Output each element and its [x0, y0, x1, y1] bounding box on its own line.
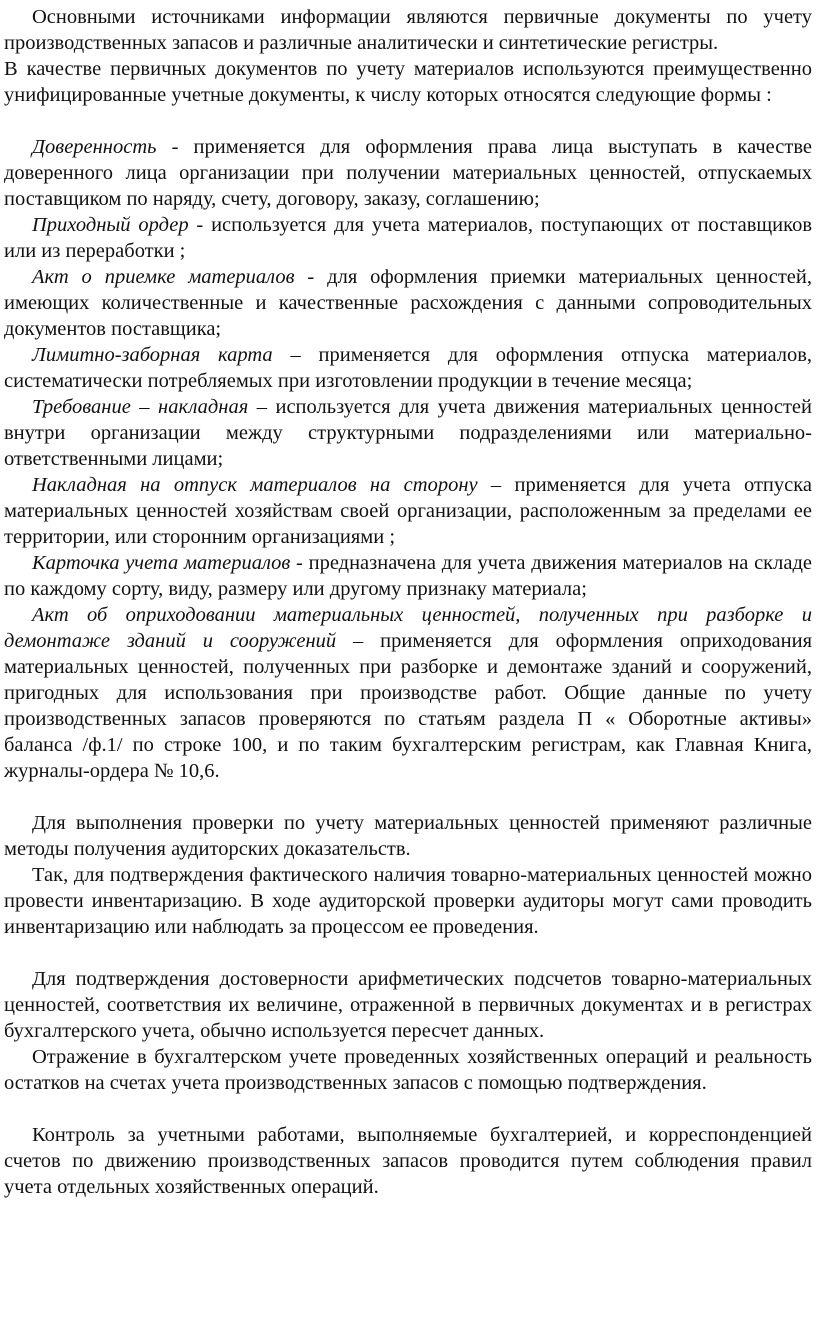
form-term: Карточка учета материалов	[32, 552, 291, 574]
form-description: - применяется для оформления права лица выступать в качестве доверенного лица организации при получении материальных ценностей, отпускаемых поставщиком по наряду, счету, договору, заказу, соглашению;	[4, 136, 812, 210]
document-form-item	[4, 212, 812, 264]
document-form-item	[4, 472, 812, 550]
form-term: Доверенность	[32, 136, 157, 158]
form-term: Акт о приемке материалов	[32, 266, 295, 288]
document-form-item	[4, 394, 812, 472]
form-description: - используется для учета материалов, поступающих от поставщиков или из переработки ;	[4, 214, 813, 262]
form-description: – применяется для оформления отпуска материалов, систематически потребляемых при изготовлении продукции в течение месяца;	[4, 344, 813, 392]
form-description: - предназначена для учета движения материалов на складе по каждому сорту, виду, размеру или другому признаку материала;	[4, 552, 813, 600]
form-description: - для оформления приемки материальных ценностей, имеющих количественные и качественные расхождения с данными сопроводительных документов поставщика;	[4, 266, 812, 340]
document-form-item	[4, 602, 812, 784]
form-term: Акт об оприходовании материальных ценностей, полученных при разборке и демонтаже зданий и сооружений	[4, 604, 812, 652]
confirmation-paragraph: Отражение в бухгалтерском учете проведенных хозяйственных операций и реальность остатков на счетах учета производственных запасов с помощью подтверждения.	[4, 1046, 812, 1094]
form-description: – применяется для учета отпуска материальных ценностей хозяйствам своей организации, расположенным за пределами ее территории, или сторонним организациями ;	[4, 474, 812, 548]
methods-paragraph: Для выполнения проверки по учету материальных ценностей применяют различные методы получения аудиторских доказательств.	[4, 812, 812, 860]
document-form-item	[4, 342, 812, 394]
form-term: Требование – накладная	[32, 396, 249, 418]
document-form-item	[4, 550, 812, 602]
control-paragraph: Контроль за учетными работами, выполняемые бухгалтерией, и корреспонденцией счетов по движению производственных запасов проводится путем соблюдения правил учета отдельных хозяйственных операций.	[4, 1124, 812, 1198]
document-form-item	[4, 134, 812, 212]
methods-paragraph: Так, для подтверждения фактического наличия товарно-материальных ценностей можно провести инвентаризацию. В ходе аудиторской проверки аудиторы могут сами проводить инвентаризацию или наблюдать за процессом ее проведения.	[4, 864, 812, 938]
form-description: – используется для учета движения материальных ценностей внутри организации между структурными подразделениями или материально-ответственными лицами;	[4, 396, 812, 470]
form-term: Приходный ордер	[32, 214, 189, 236]
form-term: Накладная на отпуск материалов на сторону	[32, 474, 478, 496]
intro-paragraph: В качестве первичных документов по учету материалов используются преимущественно унифицированные учетные документы, к числу которых относятся следующие формы :	[4, 58, 812, 106]
form-description: – применяется для оформления оприходования материальных ценностей, полученных при разборке и демонтаже зданий и сооружений, пригодных для использования при производстве работ. Общие данные по учету производственных запасов проверяются по статьям раздела П « Оборотные активы» баланса /ф.1/ по строке 100, и по таким бухгалтерским регистрам, как Главная Книга, журналы-ордера № 10,6.	[4, 630, 812, 782]
arithmetic-paragraph: Для подтверждения достоверности арифметических подсчетов товарно-материальных ценностей, соответствия их величине, отраженной в первичных документах и в регистрах бухгалтерского учета, обычно используется пересчет данных.	[4, 968, 812, 1042]
intro-paragraph: Основными источниками информации являются первичные документы по учету производственных запасов и различные аналитически и синтетические регистры.	[4, 6, 812, 54]
form-term: Лимитно-заборная карта	[32, 344, 273, 366]
document-form-item	[4, 264, 812, 342]
